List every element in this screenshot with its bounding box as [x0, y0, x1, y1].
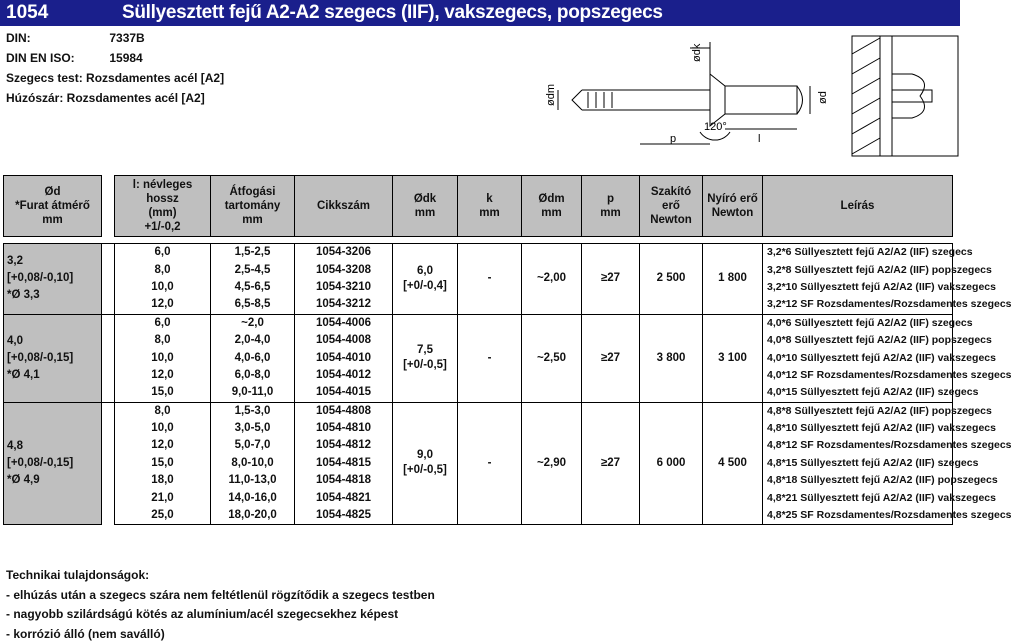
tensile-cell: 3 800	[640, 314, 703, 402]
desc-cell: 4,8*10 Süllyesztett fejű A2/A2 (IIF) vakszegecs	[763, 420, 953, 437]
sku-cell: 1054-4008	[295, 332, 393, 349]
length-cell: 10,0	[115, 279, 211, 296]
label-p: p	[670, 133, 676, 145]
col-odk: Ødk mm	[393, 176, 458, 237]
od-line: *Ø 4,1	[7, 367, 99, 384]
length-cell: 8,0	[115, 332, 211, 349]
col-k: k mm	[458, 176, 522, 237]
desc-cell: 4,8*15 Süllyesztett fejű A2/A2 (IIF) szegecs	[763, 455, 953, 472]
spec-iso-value: 15984	[109, 51, 142, 65]
spec-din	[6, 31, 145, 45]
length-cell: 12,0	[115, 437, 211, 454]
grip-cell: 2,0-4,0	[211, 332, 295, 349]
tensile-cell: 2 500	[640, 244, 703, 315]
spec-iso-label: DIN EN ISO:	[6, 51, 106, 65]
length-cell: 15,0	[115, 384, 211, 402]
sku-cell: 1054-4825	[295, 507, 393, 525]
grip-cell: 14,0-16,0	[211, 489, 295, 506]
grip-cell: 1,5-2,5	[211, 244, 295, 262]
desc-cell: 4,8*18 Süllyesztett fejű A2/A2 (IIF) popszegecs	[763, 472, 953, 489]
sku-cell: 1054-4006	[295, 314, 393, 332]
length-cell: 25,0	[115, 507, 211, 525]
desc-cell: 4,8*8 Süllyesztett fejű A2/A2 (IIF) popszegecs	[763, 402, 953, 420]
desc-cell: 4,0*15 Süllyesztett fejű A2/A2 (IIF) szegecs	[763, 384, 953, 402]
grip-cell: 9,0-11,0	[211, 384, 295, 402]
table-row	[4, 402, 953, 420]
sku-cell: 1054-4010	[295, 349, 393, 366]
sku-cell: 1054-3208	[295, 261, 393, 278]
sku-cell: 1054-4808	[295, 402, 393, 420]
sku-cell: 1054-3212	[295, 296, 393, 314]
technical-title: Technikai tulajdonságok:	[6, 566, 435, 586]
od-cell	[4, 244, 102, 315]
label-l: l	[758, 133, 760, 145]
technical-item: - nagyobb szilárdságú kötés az alumínium/acél szegecsekhez képest	[6, 605, 435, 625]
od-line: 3,2	[7, 253, 99, 270]
col-od: Ød *Furat átmérő mm	[4, 176, 102, 237]
p-cell: ≥27	[582, 402, 640, 525]
material-body: Szegecs test: Rozsdamentes acél [A2]	[6, 71, 224, 85]
desc-cell: 4,8*21 Süllyesztett fejű A2/A2 (IIF) vakszegecs	[763, 489, 953, 506]
sku-cell: 1054-4815	[295, 455, 393, 472]
sku-cell: 1054-4821	[295, 489, 393, 506]
odk-line: 6,0	[395, 264, 455, 279]
odm-cell: ~2,50	[522, 314, 582, 402]
spacer	[102, 314, 115, 402]
od-line: [+0,08/-0,15]	[7, 455, 99, 472]
grip-cell: 8,0-10,0	[211, 455, 295, 472]
table-header-row	[4, 176, 953, 237]
technical-item: - elhúzás után a szegecs szára nem feltétlenül rögzítődik a szegecs testben	[6, 586, 435, 606]
length-cell: 18,0	[115, 472, 211, 489]
length-cell: 6,0	[115, 314, 211, 332]
k-cell: -	[458, 314, 522, 402]
p-cell: ≥27	[582, 314, 640, 402]
p-cell: ≥27	[582, 244, 640, 315]
desc-cell: 3,2*6 Süllyesztett fejű A2/A2 (IIF) szegecs	[763, 244, 953, 262]
label-dm: ødm	[545, 84, 557, 106]
od-line: *Ø 4,9	[7, 472, 99, 489]
grip-cell: 5,0-7,0	[211, 437, 295, 454]
spacer	[102, 244, 115, 315]
od-line: [+0,08/-0,10]	[7, 270, 99, 287]
grip-cell: ~2,0	[211, 314, 295, 332]
shear-cell: 4 500	[703, 402, 763, 525]
label-angle: 120°	[704, 121, 727, 133]
od-cell	[4, 314, 102, 402]
sku-cell: 1054-4012	[295, 367, 393, 384]
label-d: ød	[817, 91, 829, 104]
grip-cell: 6,0-8,0	[211, 367, 295, 384]
tensile-cell: 6 000	[640, 402, 703, 525]
grip-cell: 4,0-6,0	[211, 349, 295, 366]
desc-cell: 4,8*25 SF Rozsdamentes/Rozsdamentes szegecs	[763, 507, 953, 525]
desc-cell: 4,0*8 Süllyesztett fejű A2/A2 (IIF) popszegecs	[763, 332, 953, 349]
col-tensile: Szakító erő Newton	[640, 176, 703, 237]
col-shear: Nyíró erő Newton	[703, 176, 763, 237]
label-dk: ødk	[691, 43, 703, 62]
technical-properties	[6, 566, 435, 644]
table-row	[4, 314, 953, 332]
length-cell: 8,0	[115, 261, 211, 278]
odk-line: [+0/-0,5]	[395, 463, 455, 478]
material-mandrel: Húzószár: Rozsdamentes acél [A2]	[6, 91, 205, 105]
product-code: 1054	[0, 2, 122, 24]
desc-cell: 3,2*10 Süllyesztett fejű A2/A2 (IIF) vakszegecs	[763, 279, 953, 296]
grip-cell: 11,0-13,0	[211, 472, 295, 489]
shear-cell: 3 100	[703, 314, 763, 402]
od-cell	[4, 402, 102, 525]
desc-cell: 3,2*8 Süllyesztett fejű A2/A2 (IIF) popszegecs	[763, 261, 953, 278]
grip-cell: 1,5-3,0	[211, 402, 295, 420]
sku-cell: 1054-3210	[295, 279, 393, 296]
sku-cell: 1054-4818	[295, 472, 393, 489]
desc-cell: 4,0*10 Süllyesztett fejű A2/A2 (IIF) vakszegecs	[763, 349, 953, 366]
desc-cell: 3,2*12 SF Rozsdamentes/Rozsdamentes szegecs	[763, 296, 953, 314]
odm-cell: ~2,90	[522, 402, 582, 525]
grip-cell: 18,0-20,0	[211, 507, 295, 525]
k-cell: -	[458, 244, 522, 315]
technical-item: - korrózió álló (nem saválló)	[6, 625, 435, 644]
rivet-spec-table	[3, 175, 953, 525]
grip-cell: 2,5-4,5	[211, 261, 295, 278]
odk-cell	[393, 314, 458, 402]
odk-line: 9,0	[395, 448, 455, 463]
length-cell: 10,0	[115, 420, 211, 437]
spec-din-label: DIN:	[6, 31, 106, 45]
odk-cell	[393, 402, 458, 525]
grip-cell: 4,5-6,5	[211, 279, 295, 296]
col-grip: Átfogási tartomány mm	[211, 176, 295, 237]
length-cell: 12,0	[115, 367, 211, 384]
od-line: [+0,08/-0,15]	[7, 350, 99, 367]
sku-cell: 1054-4015	[295, 384, 393, 402]
shear-cell: 1 800	[703, 244, 763, 315]
spec-din-en-iso	[6, 51, 143, 65]
k-cell: -	[458, 402, 522, 525]
table-row	[4, 244, 953, 262]
desc-cell: 4,0*6 Süllyesztett fejű A2/A2 (IIF) szegecs	[763, 314, 953, 332]
odk-line: [+0/-0,4]	[395, 279, 455, 294]
length-cell: 8,0	[115, 402, 211, 420]
length-cell: 12,0	[115, 296, 211, 314]
spec-din-value: 7337B	[109, 31, 144, 45]
col-length: l: névleges hossz (mm) +1/-0,2	[115, 176, 211, 237]
od-line: 4,8	[7, 438, 99, 455]
sku-cell: 1054-4812	[295, 437, 393, 454]
length-cell: 21,0	[115, 489, 211, 506]
col-p: p mm	[582, 176, 640, 237]
col-sku: Cikkszám	[295, 176, 393, 237]
length-cell: 15,0	[115, 455, 211, 472]
title-bar	[0, 0, 960, 26]
sku-cell: 1054-3206	[295, 244, 393, 262]
rivet-diagram	[540, 34, 960, 158]
desc-cell: 4,8*12 SF Rozsdamentes/Rozsdamentes szegecs	[763, 437, 953, 454]
sku-cell: 1054-4810	[295, 420, 393, 437]
odm-cell: ~2,00	[522, 244, 582, 315]
odk-line: 7,5	[395, 343, 455, 358]
product-title: Süllyesztett fejű A2-A2 szegecs (IIF), vakszegecs, popszegecs	[122, 2, 663, 24]
od-line: 4,0	[7, 333, 99, 350]
col-desc: Leírás	[763, 176, 953, 237]
odk-cell	[393, 244, 458, 315]
od-line: *Ø 3,3	[7, 287, 99, 304]
grip-cell: 3,0-5,0	[211, 420, 295, 437]
length-cell: 10,0	[115, 349, 211, 366]
length-cell: 6,0	[115, 244, 211, 262]
spacer	[102, 402, 115, 525]
desc-cell: 4,0*12 SF Rozsdamentes/Rozsdamentes szegecs	[763, 367, 953, 384]
col-odm: Ødm mm	[522, 176, 582, 237]
grip-cell: 6,5-8,5	[211, 296, 295, 314]
odk-line: [+0/-0,5]	[395, 358, 455, 373]
